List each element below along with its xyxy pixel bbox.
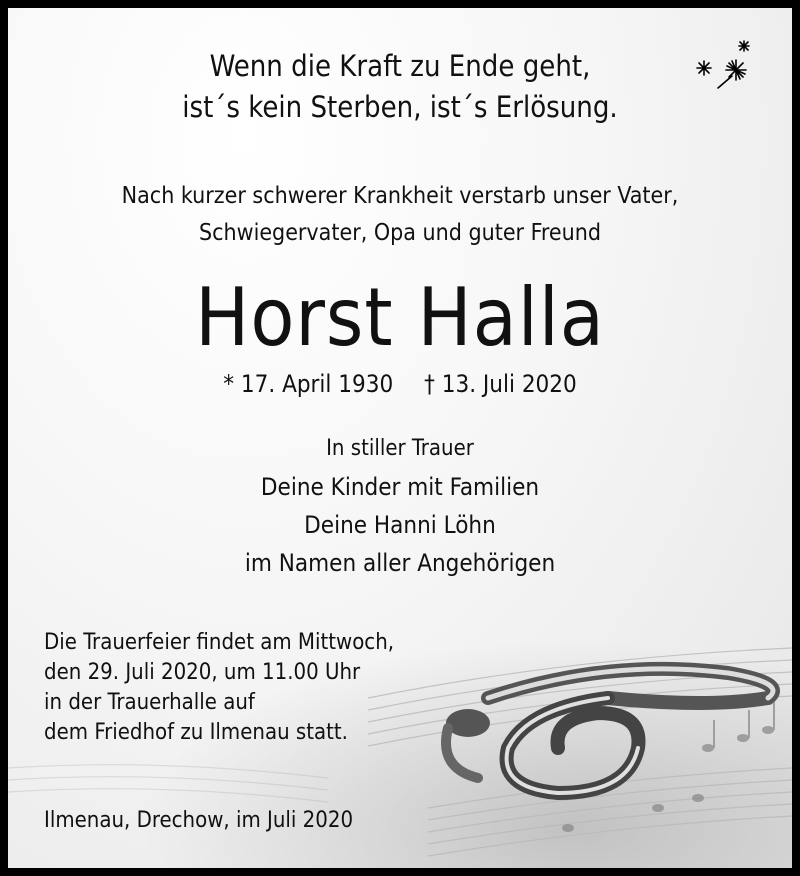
mourner-line-1: Deine Kinder mit Familien xyxy=(260,473,540,501)
service-line-2: den 29. Juli 2020, um 11.00 Uhr xyxy=(44,660,361,685)
verse-line-2: ist´s kein Sterben, ist´s Erlösung. xyxy=(182,90,618,124)
verse-line-1: Wenn die Kraft zu Ende geht, xyxy=(209,49,591,83)
verse xyxy=(8,46,792,128)
announcement-line-2: Schwiegervater, Opa und guter Freund xyxy=(199,220,601,246)
service-line-1: Die Trauerfeier findet am Mittwoch, xyxy=(44,630,395,655)
funeral-service-info xyxy=(44,628,394,748)
birth-date: * 17. April 1930 xyxy=(223,370,394,398)
mourning-intro: In stiller Trauer xyxy=(326,436,474,461)
announcement-line-1: Nach kurzer schwerer Krankheit verstarb unser Vater, xyxy=(121,183,679,209)
place-and-date: Ilmenau, Drechow, im Juli 2020 xyxy=(44,808,354,833)
mourners xyxy=(8,430,792,582)
mourner-line-2: Deine Hanni Löhn xyxy=(304,511,496,539)
service-line-4: dem Friedhof zu Ilmenau statt. xyxy=(44,720,348,745)
death-date: † 13. Juli 2020 xyxy=(424,370,577,398)
deceased-name: Horst Halla xyxy=(195,271,605,364)
death-announcement xyxy=(8,178,792,252)
life-dates xyxy=(8,368,792,400)
mourner-line-3: im Namen aller Angehörigen xyxy=(244,549,556,577)
service-line-3: in der Trauerhalle auf xyxy=(44,690,255,715)
